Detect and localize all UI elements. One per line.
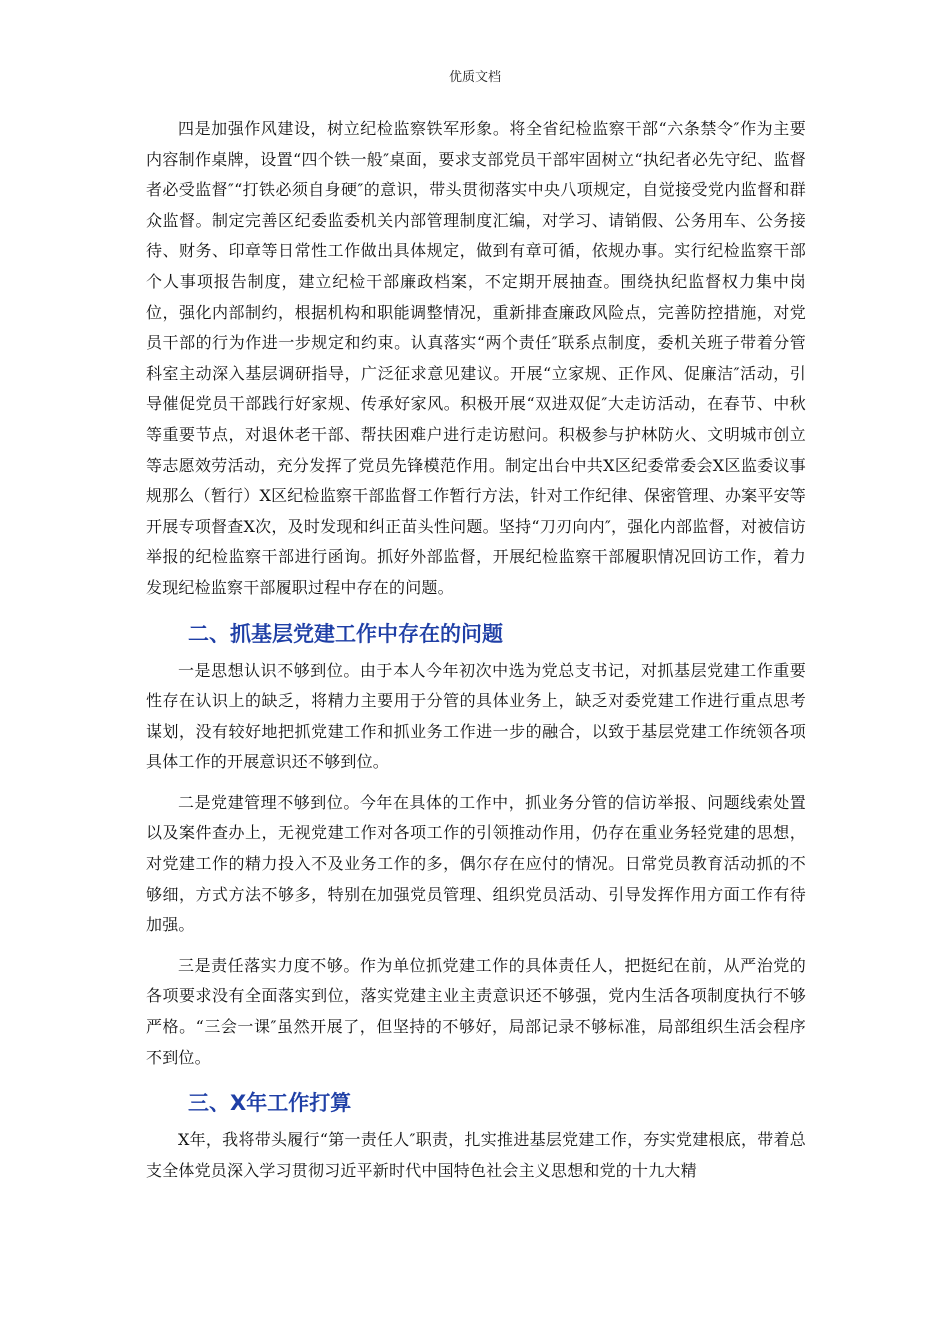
- document-body: [146, 114, 806, 1186]
- paragraph-two-3: 三是责任落实力度不够。作为单位抓党建工作的具体责任人，把挺纪在前，从严治党的各项要求没有全面落实到位，落实党建主业主责意识还不够强，党内生活各项制度执行不够严格。“三会一课″虽然开展了，但坚持的不够好，局部记录不够标准，局部组织生活会程序不到位。: [146, 955, 806, 1067]
- paragraph-three-1: X年，我将带头履行“第一责任人″职责，扎实推进基层党建工作，夯实党建根底，带着总支全体党员深入学习贯彻习近平新时代中国特色社会主义思想和党的十九大精: [146, 1130, 806, 1180]
- paragraph-four: 四是加强作风建设，树立纪检监察铁军形象。将全省纪检监察干部“六条禁令″作为主要内容制作桌牌，设置“四个铁一般″桌面，要求支部党员干部牢固树立“执纪者必先守纪、监督者必受监督″“打铁必须自身硬″的意识，带头贯彻落实中央八项规定，自觉接受党内监督和群众监督。制定完善区纪委监委机关内部管理制度汇编，对学习、请销假、公务用车、公务接待、财务、印章等日常性工作做出具体规定，做到有章可循，依规办事。实行纪检监察干部个人事项报告制度，建立纪检干部廉政档案，不定期开展抽查。围绕执纪监督权力集中岗位，强化内部制约，根据机构和职能调整情况，重新排查廉政风险点，完善防控措施，对党员干部的行为作进一步规定和约束。认真落实“两个责任″联系点制度，委机关班子带着分管科室主动深入基层调研指导，广泛征求意见建议。开展“立家规、正作风、促廉洁″活动，引导催促党员干部践行好家规、传承好家风。积极开展“双进双促″大走访活动，在春节、中秋等重要节点，对退休老干部、帮扶困难户进行走访慰问。积极参与护林防火、文明城市创立等志愿效劳活动，充分发挥了党员先锋模范作用。制定出台中共X区纪委常委会X区监委议事规那么（暂行）X区纪检监察干部监督工作暂行方法，针对工作纪律、保密管理、办案平安等开展专项督查X次，及时发现和纠正苗头性问题。坚持“刀刃向内″，强化内部监督，对被信访举报的纪检监察干部进行函询。抓好外部监督，开展纪检监察干部履职情况回访工作，着力发现纪检监察干部履职过程中存在的问题。: [146, 119, 806, 597]
- section-heading-two: 二、抓基层党建工作中存在的问题: [188, 621, 503, 646]
- paragraph-two-2: 二是党建管理不够到位。今年在具体的工作中，抓业务分管的信访举报、问题线索处置以及案件查办上，无视党建工作对各项工作的引领推动作用，仍存在重业务轻党建的思想，对党建工作的精力投入不及业务工作的多，偶尔存在应付的情况。日常党员教育活动抓的不够细，方式方法不够多，特别在加强党员管理、组织党员活动、引导发挥作用方面工作有待加强。: [146, 792, 806, 935]
- section-heading-three: 三、X年工作打算: [188, 1091, 352, 1116]
- paragraph-two-1: 一是思想认识不够到位。由于本人今年初次中选为党总支书记，对抓基层党建工作重要性存在认识上的缺乏，将精力主要用于分管的具体业务上，缺乏对委党建工作进行重点思考谋划，没有较好地把抓党建工作和抓业务工作进一步的融合，以致于基层党建工作统领各项具体工作的开展意识还不够到位。: [146, 660, 806, 772]
- page-header: 优质文档: [448, 70, 501, 85]
